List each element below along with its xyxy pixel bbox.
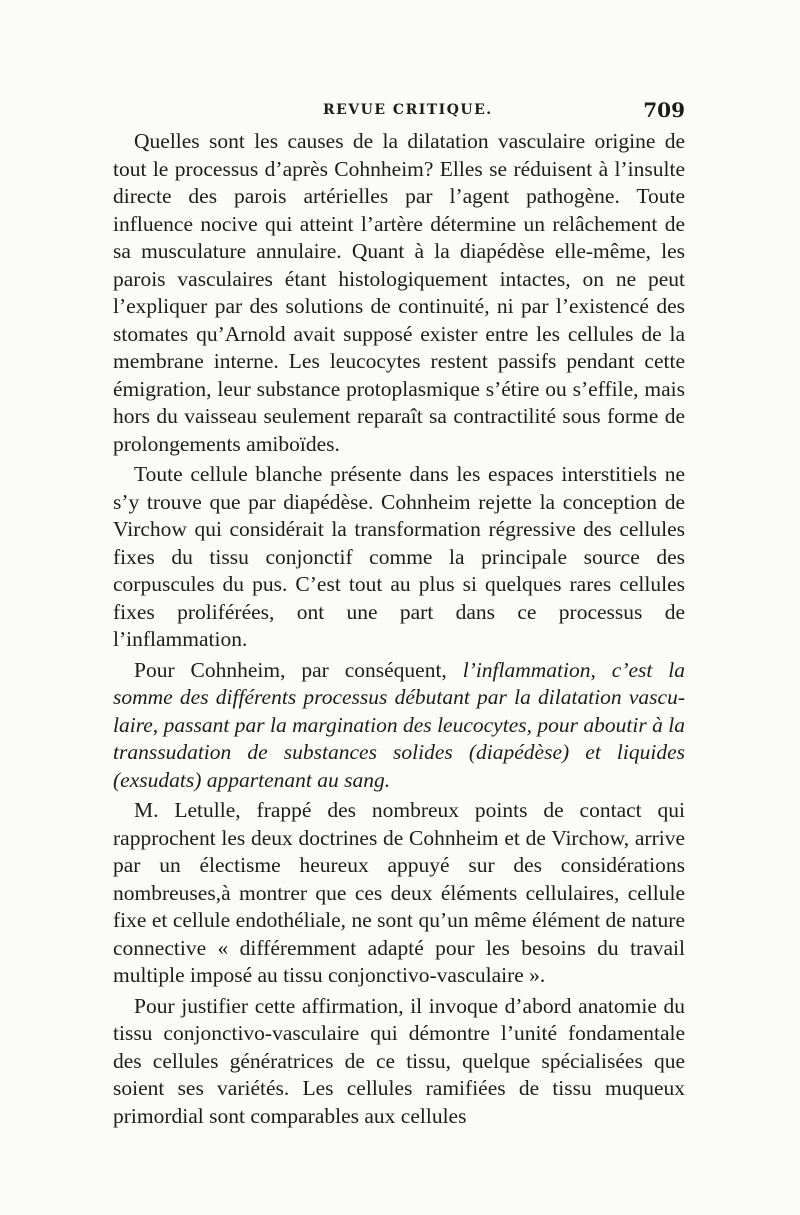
paragraph-3 bbox=[113, 657, 685, 795]
paragraph-1: Quelles sont les causes de la dilatation vasculaire origine de tout le processus d’après Cohnheim? Elles se réduisent à l’insulte directe des parois artérielles par l’agent pathogène. Toute influence nocive qui atteint l’artère détermine un relâchement de sa musculature annulaire. Quant à la diapédèse elle-même, les parois vasculaires étant histologiquement intactes, on ne peut l’expliquer par des solutions de continuité, ni par l’existencé des stomates qu’Arnold avait supposé exister entre les cellules de la membrane interne. Les leucocytes restent passifs pendant cette émigration, leur substance protoplasmique s’étire ou s’effile, mais hors du vaisseau seulement reparaît sa contractilité sous forme de prolongements amiboïdes. bbox=[113, 129, 685, 456]
paragraph-4: M. Letulle, frappé des nombreux points de contact qui rapprochent les deux doctrines de Cohnheim et de Virchow, arrive par un électisme heureux appuyé sur des considérations nombreuses,à montrer que ces deux éléments cellulaires, cellule fixe et cellule endothéliale, ne sont qu’un même élément de nature connective « différemment adapté pour les besoins du travail multiple imposé au tissu conjonctivo-vasculaire ». bbox=[113, 798, 685, 987]
paragraph-5: Pour justifier cette affirmation, il invoque d’abord anatomie du tissu conjonctivo-vasculaire qui démontre l’unité fondamentale des cellules génératrices de ce tissu, quelque spécialisées que soient ses variétés. Les cellules ramifiées de tissu muqueux primordial sont comparables aux cellules bbox=[113, 993, 685, 1128]
page-number: 709 bbox=[643, 98, 685, 122]
inflammation-definition: l’inflammation, c’est la somme des différents processus débutant par la dilatation vasculaire, passant par la margination des leucocytes, pour aboutir à la transsudation de substances solides (diapédèse) et liquides (exsudats) appartenant au sang. bbox=[113, 657, 685, 792]
page-header bbox=[113, 98, 685, 128]
paragraph-2: Toute cellule blanche présente dans les espaces interstitiels ne s’y trouve que par diapédèse. Cohnheim rejette la conception de Virchow qui considérait la transformation régressive des cellules fixes du tissu conjonctif comme la principale source des corpuscules du pus. C’est tout au plus si quelques rares cellules fixes proliférées, ont une part dans ce processus de l’inflammation. bbox=[113, 462, 685, 651]
body-text bbox=[113, 128, 685, 1130]
running-head: REVUE CRITIQUE. bbox=[323, 102, 493, 118]
paragraph-3-intro: Pour Cohnheim, par conséquent, bbox=[134, 657, 463, 682]
